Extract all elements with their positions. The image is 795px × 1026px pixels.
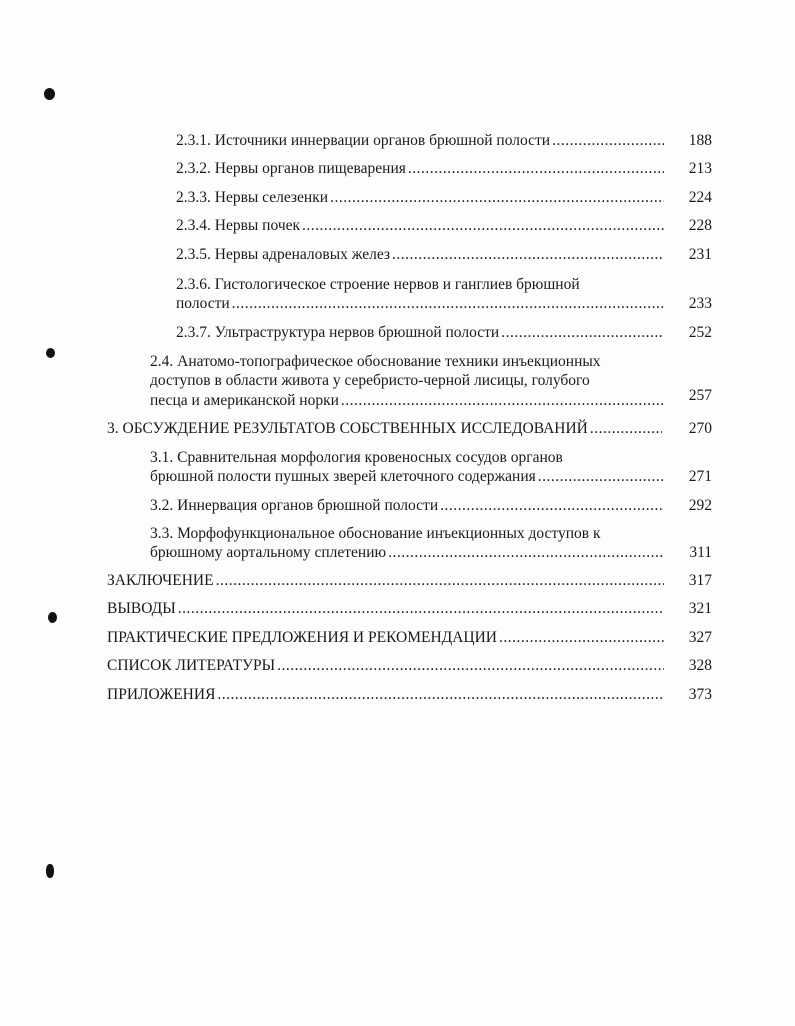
page-number: 224 [688, 189, 712, 206]
toc-entry-title: 2.3.1. Источники иннервации органов брюшной полости [176, 132, 551, 149]
toc-page-number [672, 294, 712, 313]
toc-entry-title: ПРАКТИЧЕСКИЕ ПРЕДЛОЖЕНИЯ И РЕКОМЕНДАЦИИ [107, 629, 498, 646]
page-number: 373 [688, 686, 712, 703]
toc-entry [176, 216, 666, 235]
toc-page-number [672, 131, 712, 150]
leader-dots [538, 467, 664, 486]
toc-entry [107, 628, 666, 647]
page-number: 228 [688, 217, 712, 234]
toc-entry-title-line: доступов в области живота у серебристо-черной лисицы, голубого [150, 372, 590, 389]
toc-entry-title: полости [176, 295, 230, 312]
page-number: 292 [688, 497, 712, 514]
punch-hole-mark [46, 348, 55, 358]
toc-page-number [672, 656, 712, 675]
toc-page-number [672, 599, 712, 618]
page-number: 231 [688, 246, 712, 263]
toc-page-number [672, 543, 712, 562]
toc-entry [107, 571, 666, 590]
page-number: 311 [689, 544, 712, 561]
leader-dots [552, 131, 664, 150]
toc-entry [150, 352, 666, 371]
page-number: 327 [688, 629, 712, 646]
toc-entry-title: 2.3.2. Нервы органов пищеварения [176, 160, 406, 177]
toc-entry-title: 2.3.5. Нервы адреналовых желез [176, 246, 391, 263]
toc-page-number [672, 188, 712, 207]
leader-dots [408, 159, 664, 178]
punch-hole-mark [48, 612, 57, 623]
toc-entry [107, 419, 664, 438]
toc-entry [150, 371, 666, 390]
toc-entry [107, 656, 666, 675]
toc-page-number [672, 159, 712, 178]
toc-entry [176, 131, 666, 150]
toc-entry [176, 188, 666, 207]
toc-entry [176, 294, 666, 313]
toc-entry-title: СПИСОК ЛИТЕРАТУРЫ [107, 657, 276, 674]
leader-dots [232, 294, 664, 313]
toc-entry [176, 275, 666, 294]
leader-dots [499, 628, 664, 647]
page-number: 270 [688, 420, 712, 437]
toc-page-number [672, 496, 712, 515]
toc-page-number [672, 386, 712, 405]
toc-entry-title: 3. ОБСУЖДЕНИЕ РЕЗУЛЬТАТОВ СОБСТВЕННЫХ ИССЛЕДОВАНИЙ [107, 420, 588, 437]
toc-page-number [672, 571, 712, 590]
toc-page-number [672, 216, 712, 235]
leader-dots [590, 419, 662, 438]
toc-entry-title: 2.3.4. Нервы почек [176, 217, 301, 234]
punch-hole-mark [44, 88, 55, 100]
leader-dots [217, 685, 664, 704]
toc-page-number [672, 323, 712, 342]
toc-entry-title: ЗАКЛЮЧЕНИЕ [107, 572, 214, 589]
page-number: 321 [688, 600, 712, 617]
toc-page-number [672, 685, 712, 704]
toc-entry-title: 2.3.7. Ультраструктура нервов брюшной полости [176, 324, 500, 341]
toc-entry [176, 159, 666, 178]
toc-entry-title-line: 3.1. Сравнительная морфология кровеносных сосудов органов [150, 449, 563, 466]
page-number: 188 [688, 132, 712, 149]
page-number: 257 [688, 387, 712, 404]
leader-dots [501, 323, 664, 342]
toc-entry [150, 467, 666, 486]
toc-entry-title: песца и американской норки [150, 392, 339, 409]
leader-dots [330, 188, 664, 207]
toc-entry [150, 496, 666, 515]
toc-page-number [672, 628, 712, 647]
leader-dots [302, 216, 664, 235]
toc-entry [150, 524, 666, 543]
toc-entry [150, 448, 666, 467]
page-number: 271 [688, 468, 712, 485]
toc-entry [107, 599, 666, 618]
toc-page-number [672, 467, 712, 486]
toc-entry [176, 245, 666, 264]
page-number: 317 [688, 572, 712, 589]
toc-entry [150, 543, 666, 562]
leader-dots [388, 543, 664, 562]
toc-entry-title: ПРИЛОЖЕНИЯ [107, 686, 216, 703]
toc-entry [176, 323, 666, 342]
leader-dots [440, 496, 664, 515]
toc-entry-title-line: 3.3. Морфофункциональное обоснование инъекционных доступов к [150, 525, 601, 542]
toc-entry-title: ВЫВОДЫ [107, 600, 176, 617]
leader-dots [216, 571, 664, 590]
leader-dots [392, 245, 664, 264]
toc-entry [107, 685, 666, 704]
toc-entry-title-line: 2.3.6. Гистологическое строение нервов и ганглиев брюшной [176, 276, 580, 293]
toc-entry-title: 2.3.3. Нервы селезенки [176, 189, 329, 206]
toc-entry [150, 391, 666, 410]
leader-dots [341, 391, 664, 410]
page-number: 233 [688, 295, 712, 312]
toc-entry-title: брюшной полости пушных зверей клеточного содержания [150, 468, 536, 485]
page-number: 252 [688, 324, 712, 341]
toc-entry-title: 3.2. Иннервация органов брюшной полости [150, 497, 439, 514]
leader-dots [277, 656, 664, 675]
toc-page-number [672, 245, 712, 264]
toc-page-number [672, 419, 712, 438]
toc-entry-title: брюшному аортальному сплетению [150, 544, 387, 561]
page-number: 328 [688, 657, 712, 674]
toc-entry-title-line: 2.4. Анатомо-топографическое обоснование техники инъекционных [150, 353, 601, 370]
punch-hole-mark [46, 864, 54, 878]
leader-dots [178, 599, 664, 618]
page-number: 213 [688, 160, 712, 177]
